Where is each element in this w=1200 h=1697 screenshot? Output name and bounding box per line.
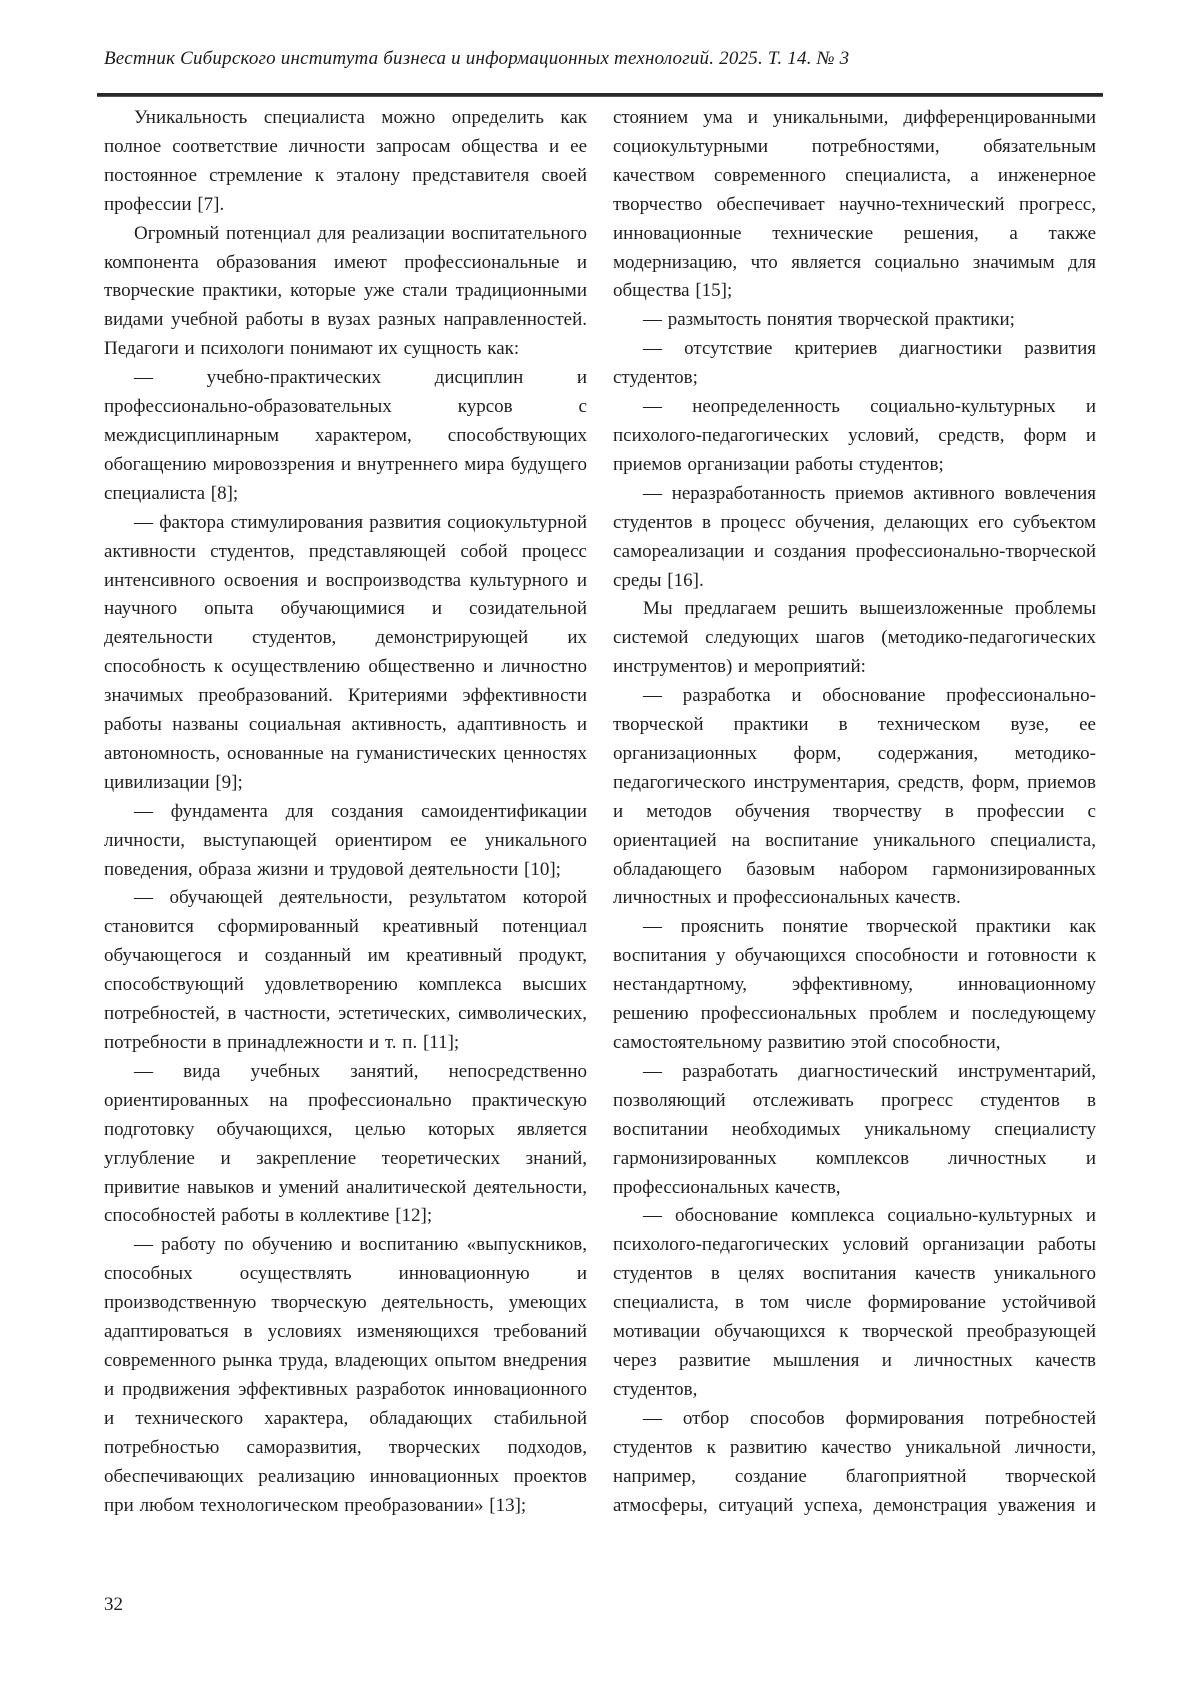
two-column-body (104, 104, 1096, 1524)
paragraph: — обучающей деятельности, результатом которой становится сформированный креативный потенциал обучающегося и созданный им креативный продукт, способствующий удовлетворению комплекса высших потребностей, в частности, эстетических, символических, потребности в принадлежности и т. п. [11]; (104, 887, 587, 1053)
paragraph: Мы предлагаем решить вышеизложенные проблемы системой следующих шагов (методико-педагогических инструментов) и мероприятий: (613, 598, 1096, 678)
paragraph: — обоснование комплекса социально-культурных и психолого-педагогических условий организации работы студентов в целях воспитания качеств уникального специалиста, в том числе формирование устойчивой мотивации обучающихся к творческой преобразующей через развитие мышления и личностных качеств студентов, (613, 1205, 1096, 1400)
paragraph: — неопределенность социально-культурных и психолого-педагогических условий, средств, форм и приемов организации работы студентов; (613, 396, 1096, 475)
paragraph: стоянием ума и уникальными, дифференцированными социокультурными потребностями, обязательным качеством современного специалиста, а инженерное творчество обеспечивает научно-технический прогресс, инновационные технические решения, а также модернизацию, что является социально значимым для общества [15]; (613, 107, 1096, 302)
paragraph (104, 1520, 587, 1524)
paragraph: Огромный потенциал для реализации воспитательного компонента образования имеют профессиональные и творческие практики, которые уже стали традиционными видами учебной работы в вузах разных направленностей. Педагоги и психологи понимают их сущность как: (104, 222, 587, 360)
running-head: Вестник Сибирского института бизнеса и информационных технологий. 2025. Т. 14. № 3 (104, 48, 850, 69)
paragraph: — фактора стимулирования развития социокультурной активности студентов, представляющей собой процесс интенсивного освоения и воспроизводства культурного и научного опыта обучающимися и созидательной деятельности студентов, демонстрирующей их способность к осуществлению общественно и личностно значимых преобразований. Критериями эффективности работы названы социальная активность, адаптивность и автономность, основанные на гуманистических ценностях цивилизации [9]; (104, 511, 587, 793)
header-rule (97, 93, 1103, 97)
paragraph: — отсутствие критериев диагностики развития студентов; (613, 338, 1096, 389)
left-column (104, 104, 587, 1524)
paragraph: Уникальность специалиста можно определить как полное соответствие личности запросам общества и ее постоянное стремление к эталону представителя своей профессии [7]. (104, 107, 587, 215)
paragraph: — вида учебных занятий, непосредственно ориентированных на профессионально практическую подготовку обучающихся, целью которых является углубление и закрепление теоретических знаний, привитие навыков и умений аналитической деятельности, способностей работы в коллективе [12]; (104, 1060, 587, 1227)
page-number: 32 (104, 1594, 123, 1615)
right-column (613, 104, 1096, 1524)
paragraph: — учебно-практических дисциплин и профессионально-образовательных курсов с междисциплинарным характером, способствующих обогащению мировоззрения и внутреннего мира будущего специалиста [8]; (104, 367, 587, 504)
paragraph: — прояснить понятие творческой практики как воспитания у обучающихся способности и готовности к нестандартному, эффективному, инновационному решению профессиональных проблем и последующему самостоятельному развитию этой способности, (613, 916, 1096, 1053)
paragraph: — работу по обучению и воспитанию «выпускников, способных осуществлять инновационную и производственную творческую деятельность, умеющих адаптироваться в условиях изменяющихся требований современного рынка труда, владеющих опытом внедрения и продвижения эффективных разработок инновационного и технического характера, обладающих стабильной потребностью саморазвития, творческих подходов, обеспечивающих реализацию инновационных проектов при любом технологическом преобразовании» [13]; (104, 1234, 587, 1516)
paragraph: — неразработанность приемов активного вовлечения студентов в процесс обучения, делающих его субъектом самореализации и создания профессионально-творческой среды [16]. (613, 482, 1096, 591)
paragraph: — размытость понятия творческой практики; (643, 309, 1015, 331)
paragraph: — отбор способов формирования потребностей студентов к развитию качество уникальной личности, например, создание благоприятной творческой атмосферы, ситуаций успеха, демонстрация уважения и (613, 1407, 1096, 1516)
paragraph: — разработать диагностический инструментарий, позволяющий отслеживать прогресс студентов в воспитании необходимых уникальному специалисту гармонизированных комплексов личностных и профессиональных качеств, (613, 1060, 1096, 1198)
paragraph: — разработка и обоснование профессионально-творческой практики в техническом вузе, ее организационных форм, содержания, методико-педагогического инструментария, средств, форм, приемов и методов обучения творчеству в профессии с ориентацией на воспитание уникального специалиста, обладающего базовым набором гармонизированных личностных и профессиональных качеств. (613, 685, 1096, 909)
paragraph: — фундамента для создания самоидентификации личности, выступающей ориентиром ее уникального поведения, образа жизни и трудовой деятельности [10]; (104, 800, 587, 880)
